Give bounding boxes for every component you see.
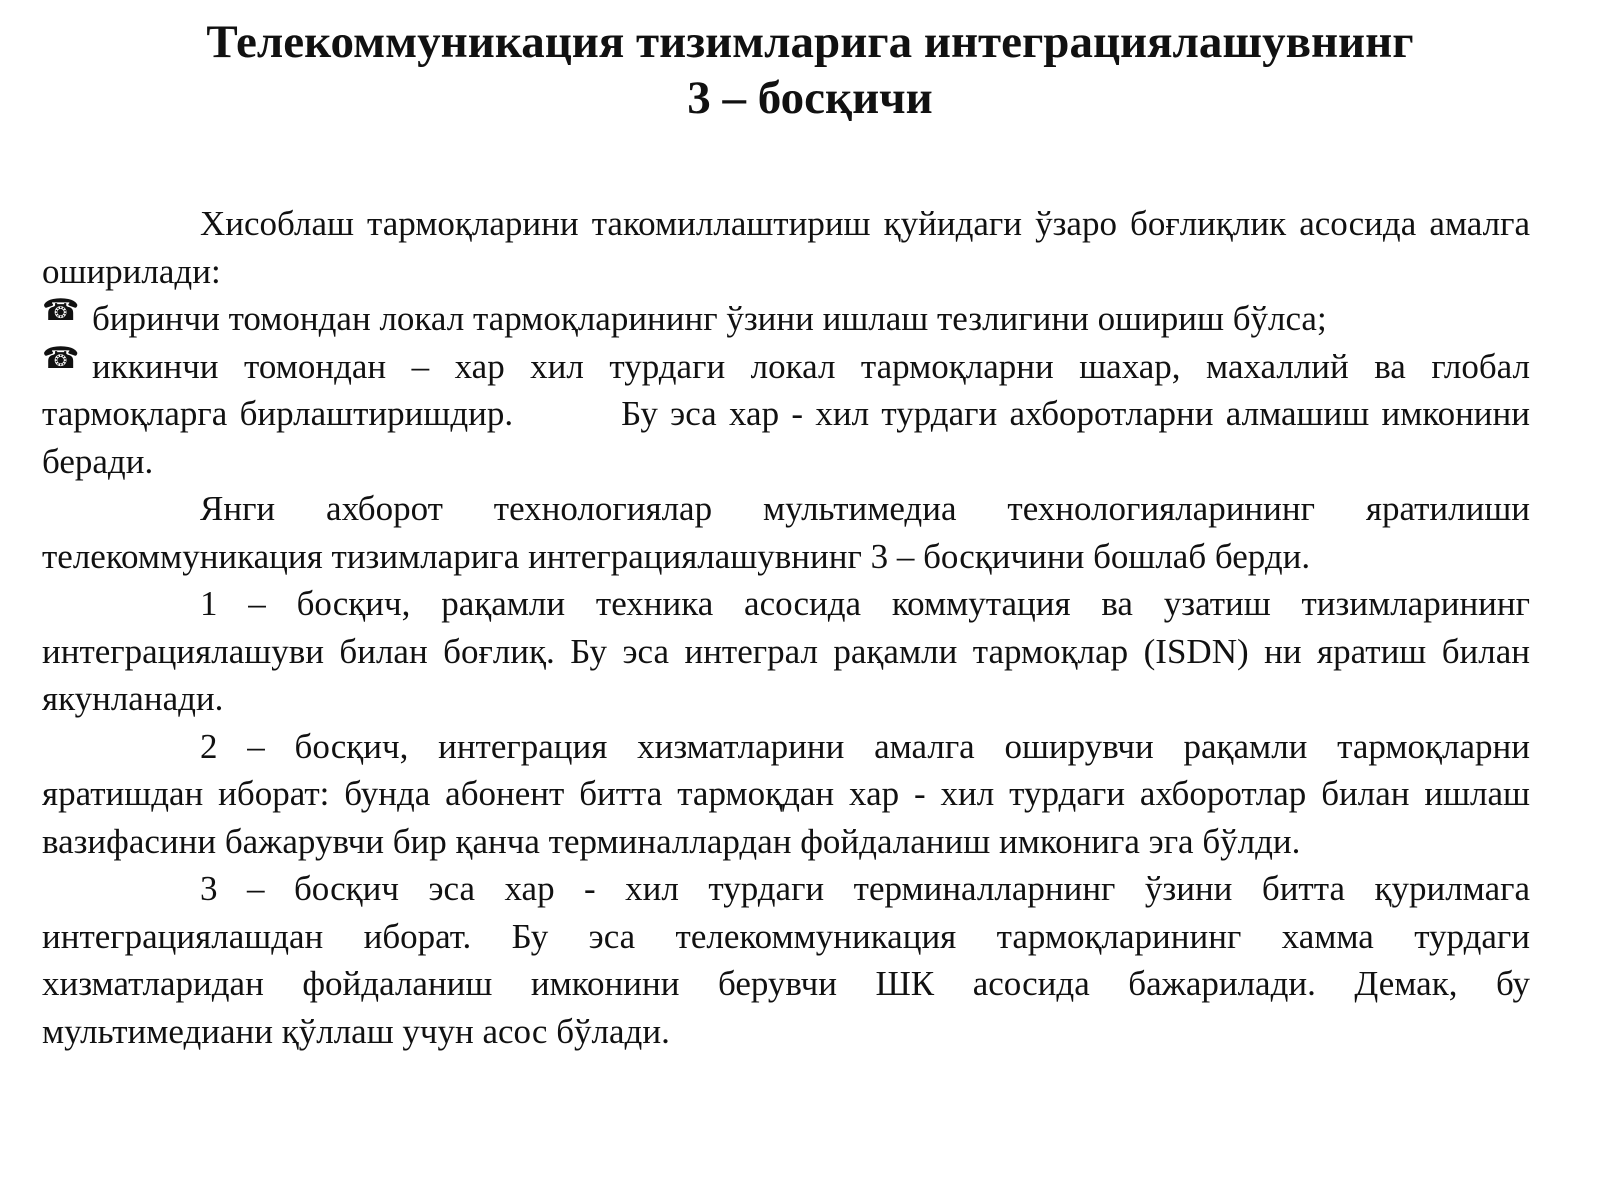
bullet-item-2 [42,340,1530,486]
bullet-item-1-text: биринчи томондан локал тармоқларининг ўзини ишлаш тезлигини ошириш бўлса; [92,299,1327,338]
telephone-icon: ☎ [42,340,80,376]
stage-3-paragraph: 3 – босқич эса хар - хил турдаги терминалларнинг ўзини битта қурилмага интеграциялашдан иборат. Бу эса телекоммуникация тармоқларининг хамма турдаги хизматларидан фойдаланиш имконини берувчи ШК асосида бажарилади. Демак, бу мультимедиани қўллаш учун асос бўлади. [42,869,1530,1051]
stage-1-paragraph: 1 – босқич, рақамли техника асосида коммутация ва узатиш тизимларининг интеграциялашуви билан боғлиқ. Бу эса интеграл рақамли тармоқлар (ISDN) ни яратиш билан якунланади. [42,584,1530,718]
document-body [42,200,1530,1055]
bullet-item-1 [42,295,1530,343]
title-line-2: 3 – босқичи [687,72,933,124]
bullet-item-2-text: иккинчи томондан – хар хил турдаги локал тармоқларни шахар, махаллий ва глобал тармоқларга бирлаштиришдир. [42,346,1530,433]
new-technology-paragraph: Янги ахборот технологиялар мультимедиа технологияларининг яратилиши телекоммуникация тизимларига интеграциялашувнинг 3 – босқичини бошлаб берди. [42,489,1530,576]
telephone-icon: ☎ [42,293,80,328]
title-line-1: Телекоммуникация тизимларига интеграциялашувнинг [206,16,1414,68]
stage-2-paragraph: 2 – босқич, интеграция хизматларини амалга оширувчи рақамли тармоқларни яратишдан иборат: бунда абонент битта тармоқдан хар - хил турдаги ахборотлар билан ишлаш вазифасини бажарувчи бир қанча терминаллардан фойдаланиш имконига эга бўлди. [42,726,1530,861]
intro-paragraph: Хисоблаш тармоқларини такомиллаштириш қуйидаги ўзаро боғлиқлик асосида амалга оширилади: [42,204,1530,291]
bullet-item-2-continuation: Бу эса хар - хил турдаги ахборотларни алмашиш имконини беради. [42,394,1530,481]
page-title [40,14,1580,126]
